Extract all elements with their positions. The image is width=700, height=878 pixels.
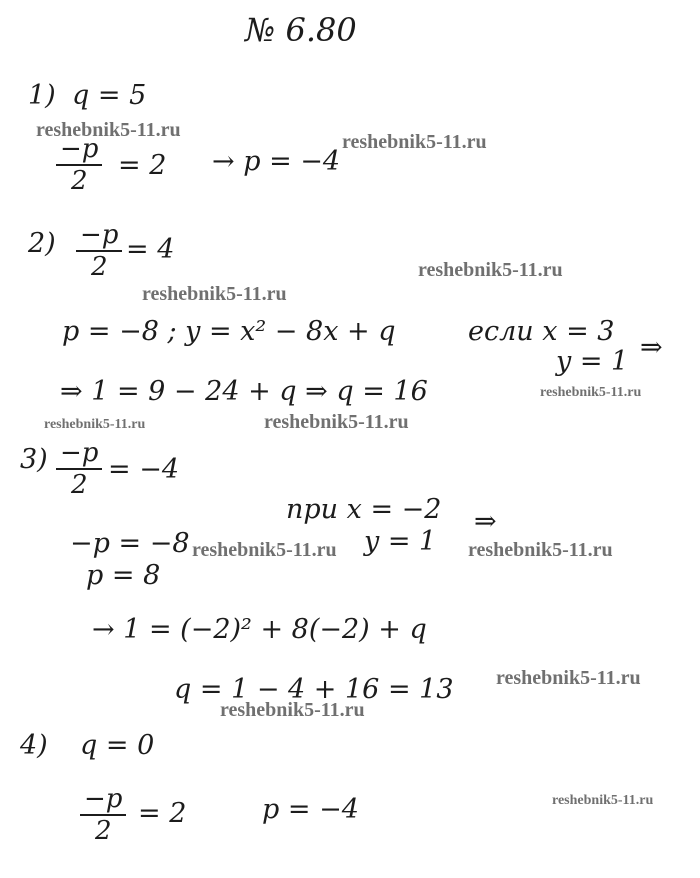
part2-condition-x: если x = 3 bbox=[468, 316, 615, 347]
part3-condition-x: при x = −2 bbox=[286, 494, 442, 525]
part2-fraction-denominator: 2 bbox=[90, 252, 108, 282]
part1-result: → p = −4 bbox=[212, 146, 341, 177]
part2-fraction bbox=[76, 222, 122, 280]
part4-number: 4) bbox=[20, 730, 48, 761]
watermark: reshebnik5-11.ru bbox=[192, 539, 337, 561]
watermark: reshebnik5-11.ru bbox=[36, 119, 181, 141]
part3-line3: → 1 = (−2)² + 8(−2) + q bbox=[92, 614, 427, 645]
part2-condition-y: y = 1 bbox=[556, 346, 629, 377]
watermark: reshebnik5-11.ru bbox=[264, 411, 409, 433]
watermark: reshebnik5-11.ru bbox=[496, 667, 641, 689]
part1-fraction bbox=[56, 136, 102, 194]
watermark: reshebnik5-11.ru bbox=[44, 417, 146, 432]
part2-fraction-numerator: −p bbox=[76, 222, 122, 252]
part4-equation-rest: = 2 bbox=[138, 798, 187, 829]
part2-implies-arrow: ⇒ bbox=[640, 332, 663, 363]
part1-given: q = 5 bbox=[72, 80, 147, 111]
watermark: reshebnik5-11.ru bbox=[540, 385, 642, 400]
part3-equation-rest: = −4 bbox=[108, 454, 180, 485]
part4-fraction bbox=[80, 786, 126, 844]
part4-result: p = −4 bbox=[262, 794, 359, 825]
problem-number: № 6.80 bbox=[245, 11, 357, 49]
watermark: reshebnik5-11.ru bbox=[418, 259, 563, 281]
part3-line2: p = 8 bbox=[86, 560, 161, 591]
part2-number: 2) bbox=[28, 228, 56, 259]
part3-number: 3) bbox=[20, 444, 48, 475]
part3-condition-y: y = 1 bbox=[364, 526, 437, 557]
watermark: reshebnik5-11.ru bbox=[220, 699, 365, 721]
part1-fraction-numerator: −p bbox=[56, 136, 102, 166]
part4-given: q = 0 bbox=[80, 730, 155, 761]
watermark: reshebnik5-11.ru bbox=[468, 539, 613, 561]
part1-number: 1) bbox=[28, 80, 56, 111]
part2-equation-rest: = 4 bbox=[126, 234, 175, 265]
watermark: reshebnik5-11.ru bbox=[142, 283, 287, 305]
part4-fraction-denominator: 2 bbox=[94, 816, 112, 846]
part3-fraction-numerator: −p bbox=[56, 440, 102, 470]
part3-line4: q = 1 − 4 + 16 = 13 bbox=[174, 674, 454, 705]
part3-line1: −p = −8 bbox=[70, 528, 190, 559]
part3-implies-arrow: ⇒ bbox=[474, 506, 497, 537]
part2-line1: p = −8 ; y = x² − 8x + q bbox=[62, 316, 396, 347]
watermark: reshebnik5-11.ru bbox=[342, 131, 487, 153]
watermark: reshebnik5-11.ru bbox=[552, 793, 654, 808]
part1-fraction-denominator: 2 bbox=[70, 166, 88, 196]
part4-fraction-numerator: −p bbox=[80, 786, 126, 816]
part3-fraction-denominator: 2 bbox=[70, 470, 88, 500]
part3-fraction bbox=[56, 440, 102, 498]
part2-line2: ⇒ 1 = 9 − 24 + q ⇒ q = 16 bbox=[60, 376, 428, 407]
part1-equation-rest: = 2 bbox=[118, 150, 167, 181]
